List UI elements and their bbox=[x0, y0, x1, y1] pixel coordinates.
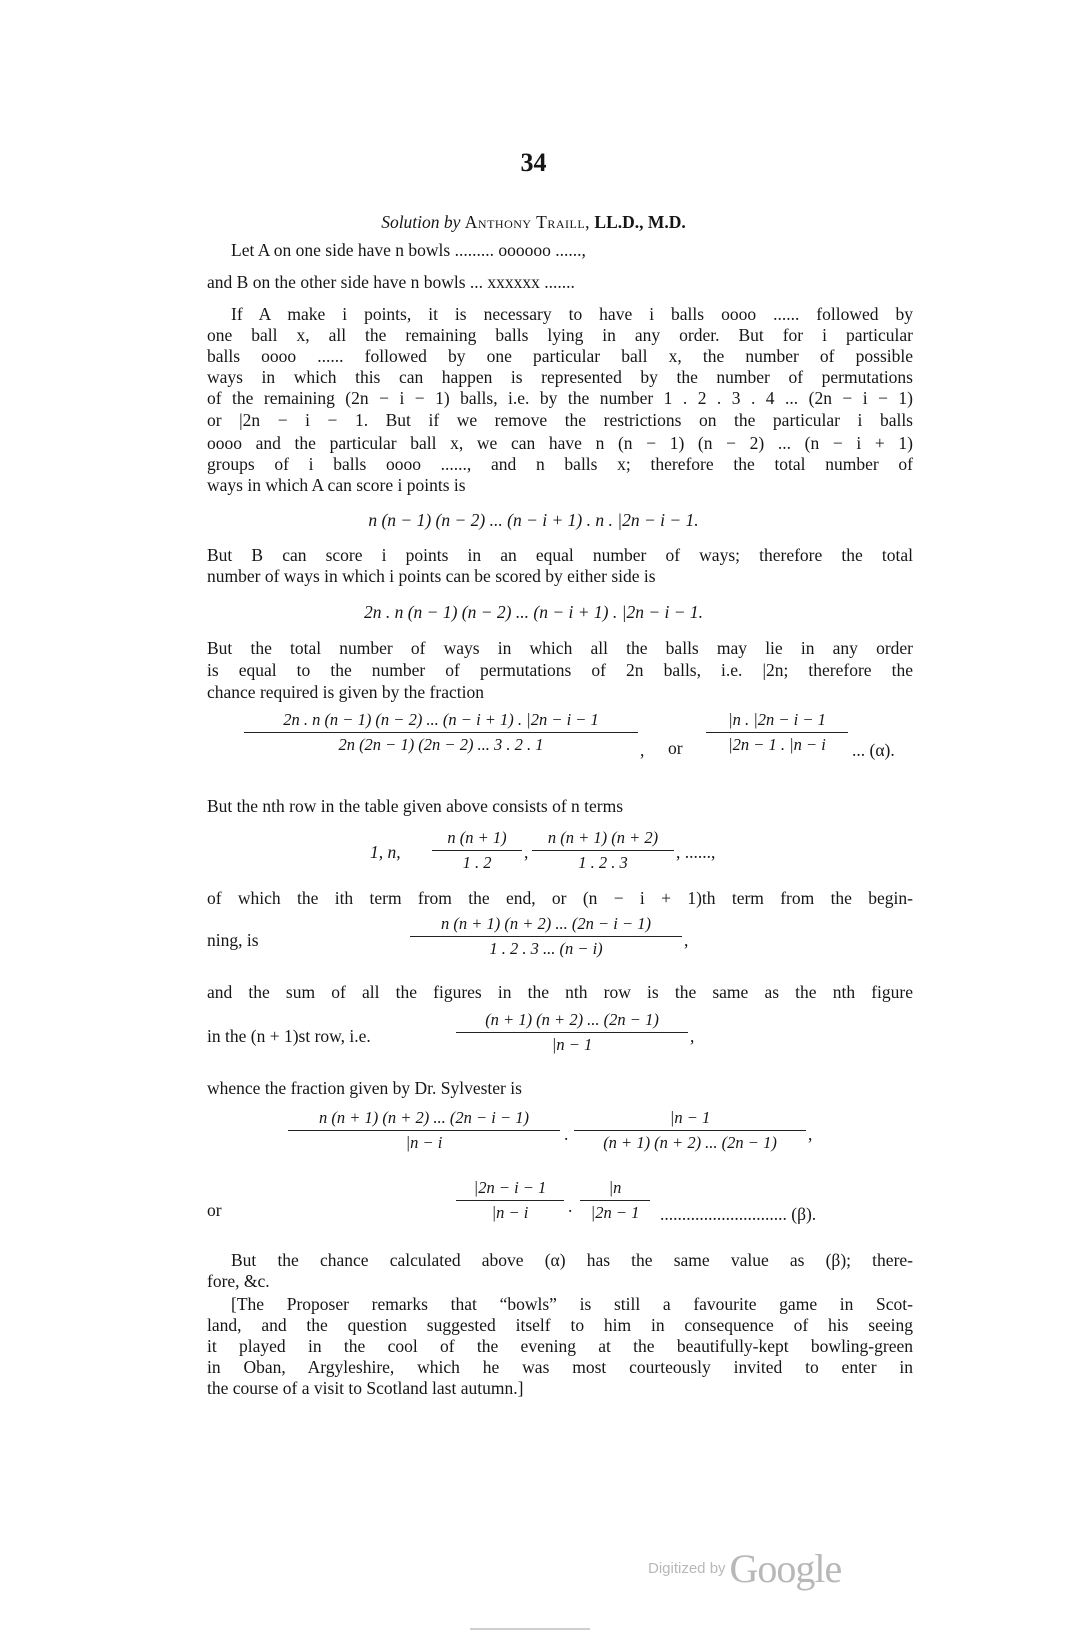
denominator: |2n − 1 . |n − i bbox=[728, 735, 826, 754]
text-line: groups of i balls oooo ......, and n balls x; therefore the total number of bbox=[207, 454, 913, 474]
denominator: |n − i bbox=[491, 1203, 529, 1222]
beta-fraction-2 bbox=[580, 1178, 650, 1223]
text-line: in Oban, Argyleshire, which he was most courteously invited to enter in bbox=[207, 1357, 913, 1377]
comma: , bbox=[640, 740, 645, 760]
numerator: n (n + 1) (n + 2) ... (2n − i − 1) bbox=[441, 914, 651, 933]
equation-tag-alpha: ... (α). bbox=[852, 740, 895, 760]
or-label: or bbox=[207, 1200, 222, 1220]
denominator: |n − 1 bbox=[551, 1035, 593, 1054]
text-line: balls oooo ...... followed by one particular ball x, the number of possible bbox=[207, 346, 913, 366]
text-line: But B can score i points in an equal number of ways; therefore the total bbox=[207, 545, 913, 565]
series-fraction-1 bbox=[432, 828, 522, 873]
text-line: of the remaining (2n − i − 1) balls, i.e. by the number 1 . 2 . 3 . 4 ... (2n − i − 1) bbox=[207, 388, 913, 408]
text-line: whence the fraction given by Dr. Sylvester is bbox=[207, 1078, 522, 1098]
text-line: chance required is given by the fraction bbox=[207, 682, 484, 702]
digitized-by-google-watermark bbox=[648, 1545, 841, 1592]
denominator: 1 . 2 . 3 bbox=[578, 853, 628, 872]
text-line: But the total number of ways in which all the balls may lie in any order bbox=[207, 638, 913, 658]
comma: , bbox=[690, 1026, 695, 1046]
denominator: |2n − 1 bbox=[590, 1203, 640, 1222]
text-line: oooo and the particular ball x, we can have n (n − 1) (n − 2) ... (n − i + 1) bbox=[207, 433, 913, 453]
ith-term-fraction bbox=[410, 914, 682, 959]
denominator: |n − i bbox=[405, 1133, 443, 1152]
byline-prefix: Solution by bbox=[381, 212, 461, 232]
comma: , bbox=[684, 930, 689, 950]
text-line: in the (n + 1)st row, i.e. bbox=[207, 1026, 371, 1046]
numerator: n (n + 1) (n + 2) ... (2n − i − 1) bbox=[319, 1108, 529, 1127]
numerator: |n − 1 bbox=[669, 1108, 711, 1127]
text-line: the course of a visit to Scotland last autumn.] bbox=[207, 1378, 524, 1398]
text-line: ways in which this can happen is represented by the number of permutations bbox=[207, 367, 913, 387]
denominator: 1 . 2 bbox=[462, 853, 492, 872]
byline-degrees: LL.D., M.D. bbox=[594, 212, 686, 232]
sylvester-fraction-1 bbox=[288, 1108, 560, 1153]
text-line: ways in which A can score i points is bbox=[207, 475, 466, 495]
google-logo: Google bbox=[729, 1546, 842, 1591]
denominator: (n + 1) (n + 2) ... (2n − 1) bbox=[603, 1133, 777, 1152]
equation-2: 2n . n (n − 1) (n − 2) ... (n − i + 1) . |2n − i − 1. bbox=[363, 602, 704, 622]
equation-1: n (n − 1) (n − 2) ... (n − i + 1) . n . |2n − i − 1. bbox=[368, 510, 699, 530]
sylvester-fraction-2 bbox=[574, 1108, 806, 1153]
text-line: land, and the question suggested itself to him in consequence of his seeing bbox=[207, 1315, 913, 1335]
numerator: |2n − i − 1 bbox=[473, 1178, 547, 1197]
text-line: or |2n − i − 1. But if we remove the restrictions on the particular i balls bbox=[207, 410, 913, 430]
text-line: is equal to the number of permutations of 2n balls, i.e. |2n; therefore the bbox=[207, 660, 913, 680]
series-fraction-2 bbox=[532, 828, 674, 873]
denominator: 2n (2n − 1) (2n − 2) ... 3 . 2 . 1 bbox=[338, 735, 544, 754]
text-line: If A make i points, it is necessary to have i balls oooo ...... followed by bbox=[231, 304, 913, 324]
bottom-rule bbox=[470, 1628, 590, 1630]
text-line: and B on the other side have n bowls ... xxxxxx ....... bbox=[207, 272, 575, 292]
dot-operator: . bbox=[564, 1124, 569, 1144]
beta-fraction-1 bbox=[456, 1178, 564, 1223]
or-label: or bbox=[668, 738, 683, 758]
text-line: it played in the cool of the evening at the beautifully-kept bowling-green bbox=[207, 1336, 913, 1356]
comma: , bbox=[524, 842, 529, 862]
text-line: fore, &c. bbox=[207, 1271, 270, 1291]
text-line: of which the ith term from the end, or (n − i + 1)th term from the begin- bbox=[207, 888, 913, 908]
page-number: 34 bbox=[520, 148, 547, 177]
text-line: number of ways in which i points can be scored by either side is bbox=[207, 566, 656, 586]
series-tail: , ......, bbox=[676, 842, 716, 862]
denominator: 1 . 2 . 3 ... (n − i) bbox=[489, 939, 603, 958]
dot-operator: . bbox=[568, 1196, 573, 1216]
text-line: But the nth row in the table given above consists of n terms bbox=[207, 796, 624, 816]
solution-byline bbox=[0, 212, 1067, 233]
numerator: n (n + 1) bbox=[447, 828, 507, 847]
text-line: [The Proposer remarks that “bowls” is still a favourite game in Scot- bbox=[231, 1294, 913, 1314]
numerator: |n bbox=[608, 1178, 622, 1197]
equation-tag-beta: ............................. (β). bbox=[660, 1204, 817, 1224]
row-sum-fraction bbox=[456, 1010, 688, 1055]
fraction-alpha-1 bbox=[244, 710, 638, 755]
series-lead: 1, n, bbox=[370, 842, 401, 862]
numerator: n (n + 1) (n + 2) bbox=[547, 828, 659, 847]
numerator: (n + 1) (n + 2) ... (2n − 1) bbox=[485, 1010, 659, 1029]
text-line: and the sum of all the figures in the nth row is the same as the nth figure bbox=[207, 982, 913, 1002]
numerator: |n . |2n − i − 1 bbox=[728, 710, 826, 729]
comma: , bbox=[808, 1124, 813, 1144]
watermark-small-text: Digitized by bbox=[648, 1560, 726, 1577]
text-line: But the chance calculated above (α) has the same value as (β); there- bbox=[231, 1250, 913, 1270]
text-line: Let A on one side have n bowls ......... oooooo ......, bbox=[231, 240, 586, 260]
byline-author: Anthony Traill, bbox=[464, 212, 591, 232]
numerator: 2n . n (n − 1) (n − 2) ... (n − i + 1) . |2n − i − 1 bbox=[283, 710, 599, 729]
fraction-alpha-2 bbox=[706, 710, 848, 755]
text-line: one ball x, all the remaining balls lying in any order. But for i particular bbox=[207, 325, 913, 345]
text-line: ning, is bbox=[207, 930, 259, 950]
